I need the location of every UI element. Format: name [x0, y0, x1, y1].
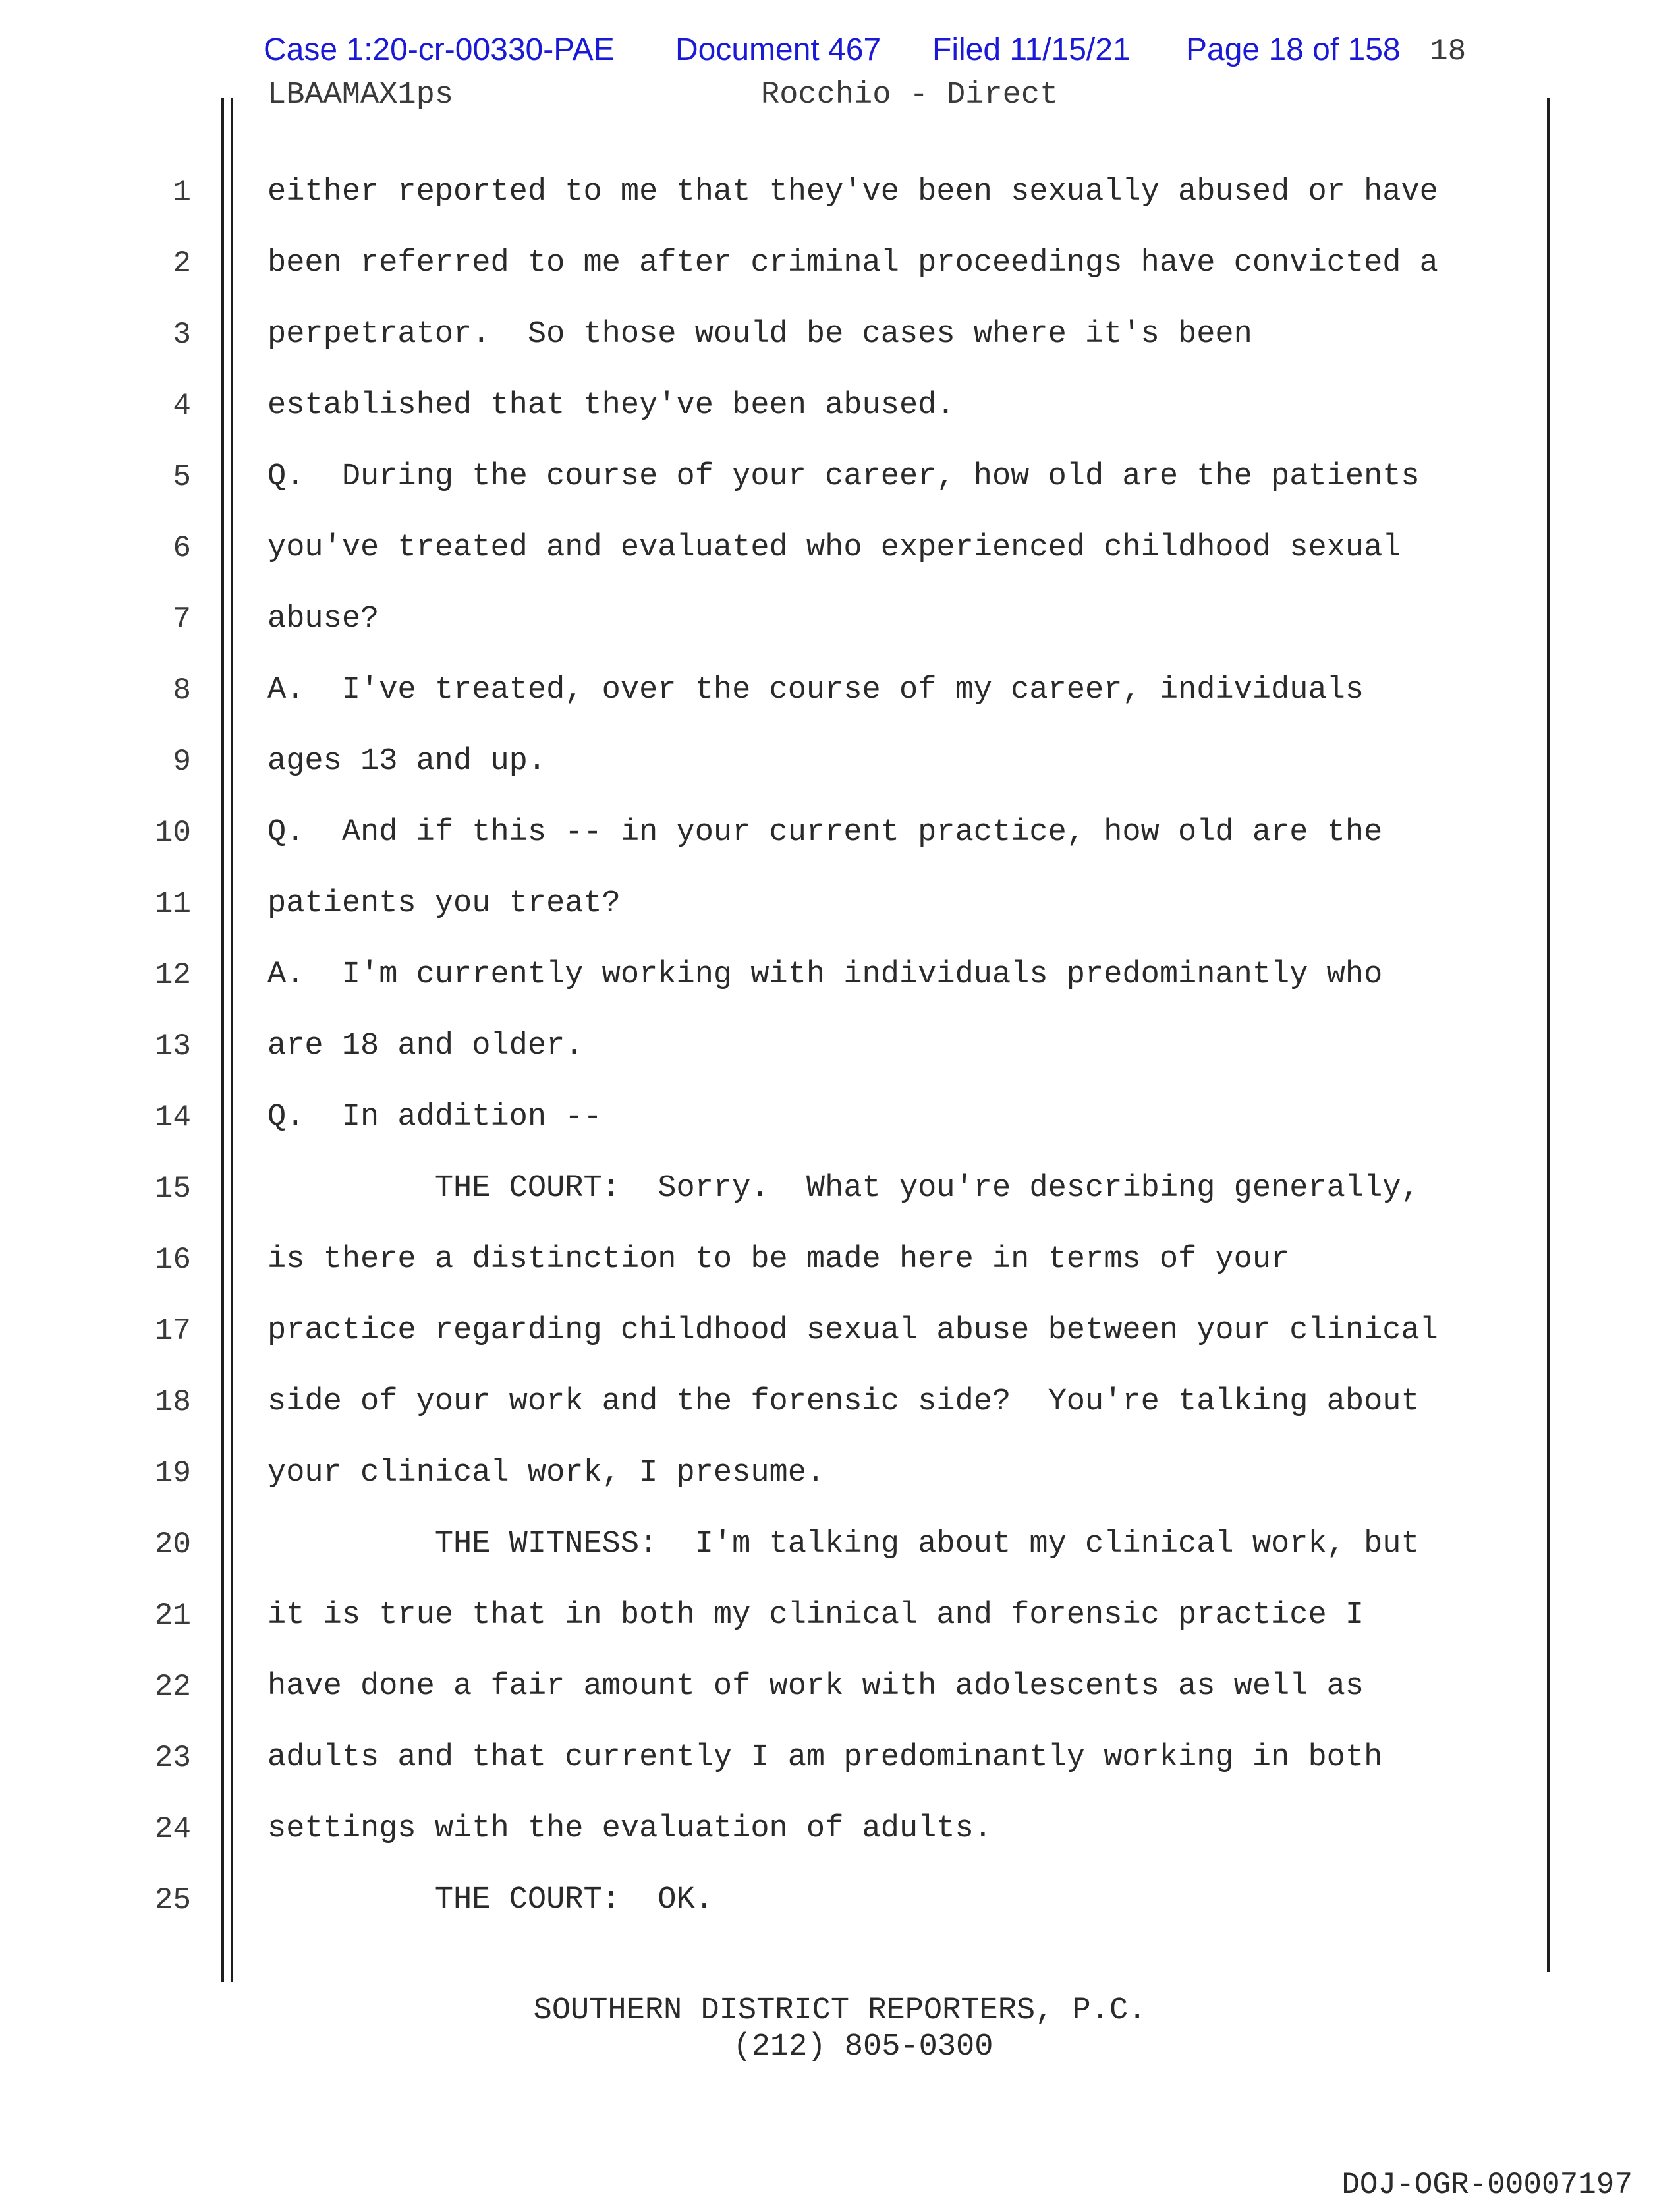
line-number: 3 [173, 318, 191, 352]
left-margin-rule-inner [231, 98, 233, 1982]
transcript-line: abuse? [267, 602, 379, 637]
line-number: 1 [173, 175, 191, 210]
line-number: 17 [154, 1314, 191, 1348]
transcript-line: A. I've treated, over the course of my career, individuals [267, 673, 1364, 708]
header-witness: Rocchio - Direct [761, 78, 1059, 113]
line-number: 16 [154, 1243, 191, 1277]
line-number: 5 [173, 460, 191, 494]
transcript-line: established that they've been abused. [267, 388, 955, 423]
transcript-line: A. I'm currently working with individuals predominantly who [267, 957, 1383, 992]
line-number: 4 [173, 389, 191, 423]
document-number: Document 467 [675, 32, 882, 67]
line-number: 13 [154, 1029, 191, 1063]
line-number: 11 [154, 887, 191, 921]
line-number: 20 [154, 1527, 191, 1562]
filed-date: Filed 11/15/21 [932, 32, 1131, 67]
transcript-line: Q. In addition -- [267, 1100, 602, 1135]
transcript-line: settings with the evaluation of adults. [267, 1811, 992, 1846]
transcript-line: Q. During the course of your career, how old are the patients [267, 459, 1420, 494]
line-number: 19 [154, 1456, 191, 1490]
line-number: 7 [173, 602, 191, 637]
right-margin-rule [1547, 98, 1550, 1972]
transcript-line: THE COURT: Sorry. What you're describing generally, [267, 1171, 1420, 1206]
line-number: 9 [173, 745, 191, 779]
line-number: 21 [154, 1599, 191, 1633]
transcript-line: ages 13 and up. [267, 744, 547, 779]
transcript-line: patients you treat? [267, 886, 621, 921]
header-transcript-id: LBAAMAX1ps [267, 78, 454, 113]
transcript-line: are 18 and older. [267, 1029, 584, 1063]
transcript-line: practice regarding childhood sexual abuse between your clinical [267, 1313, 1438, 1348]
transcript-line: been referred to me after criminal proceedings have convicted a [267, 246, 1438, 281]
transcript-line: your clinical work, I presume. [267, 1456, 826, 1490]
line-number: 6 [173, 531, 191, 565]
line-number: 14 [154, 1100, 191, 1135]
transcript-line: adults and that currently I am predominantly working in both [267, 1740, 1383, 1775]
line-number: 10 [154, 816, 191, 850]
line-number: 12 [154, 958, 191, 992]
line-number: 23 [154, 1741, 191, 1775]
footer-phone: (212) 805-0300 [733, 2029, 994, 2064]
transcript-line: THE WITNESS: I'm talking about my clinical work, but [267, 1527, 1420, 1562]
line-number: 24 [154, 1812, 191, 1846]
transcript-line: THE COURT: OK. [267, 1883, 714, 1917]
line-number: 15 [154, 1172, 191, 1206]
line-number: 8 [173, 673, 191, 708]
line-number: 22 [154, 1670, 191, 1704]
transcript-page-number: 18 [1430, 34, 1467, 69]
ecf-stamp [0, 26, 1680, 72]
line-number: 18 [154, 1385, 191, 1419]
transcript-line: side of your work and the forensic side? You're talking about [267, 1384, 1420, 1419]
line-number: 25 [154, 1883, 191, 1917]
transcript-line: have done a fair amount of work with adolescents as well as [267, 1669, 1364, 1704]
transcript-line: Q. And if this -- in your current practice, how old are the [267, 815, 1383, 850]
transcript-line: it is true that in both my clinical and forensic practice I [267, 1598, 1364, 1633]
left-margin-rule-outer [221, 98, 224, 1982]
footer-reporter: SOUTHERN DISTRICT REPORTERS, P.C. [533, 1993, 1147, 2028]
case-number: Case 1:20-cr-00330-PAE [264, 32, 615, 67]
transcript-line: you've treated and evaluated who experienced childhood sexual [267, 530, 1401, 565]
transcript-line: is there a distinction to be made here in terms of your [267, 1242, 1290, 1277]
transcript-line: either reported to me that they've been sexually abused or have [267, 175, 1438, 210]
transcript-line: perpetrator. So those would be cases where it's been [267, 317, 1252, 352]
page-count: Page 18 of 158 [1186, 32, 1401, 67]
bates-number: DOJ-OGR-00007197 [1341, 2168, 1633, 2202]
line-number: 2 [173, 246, 191, 281]
